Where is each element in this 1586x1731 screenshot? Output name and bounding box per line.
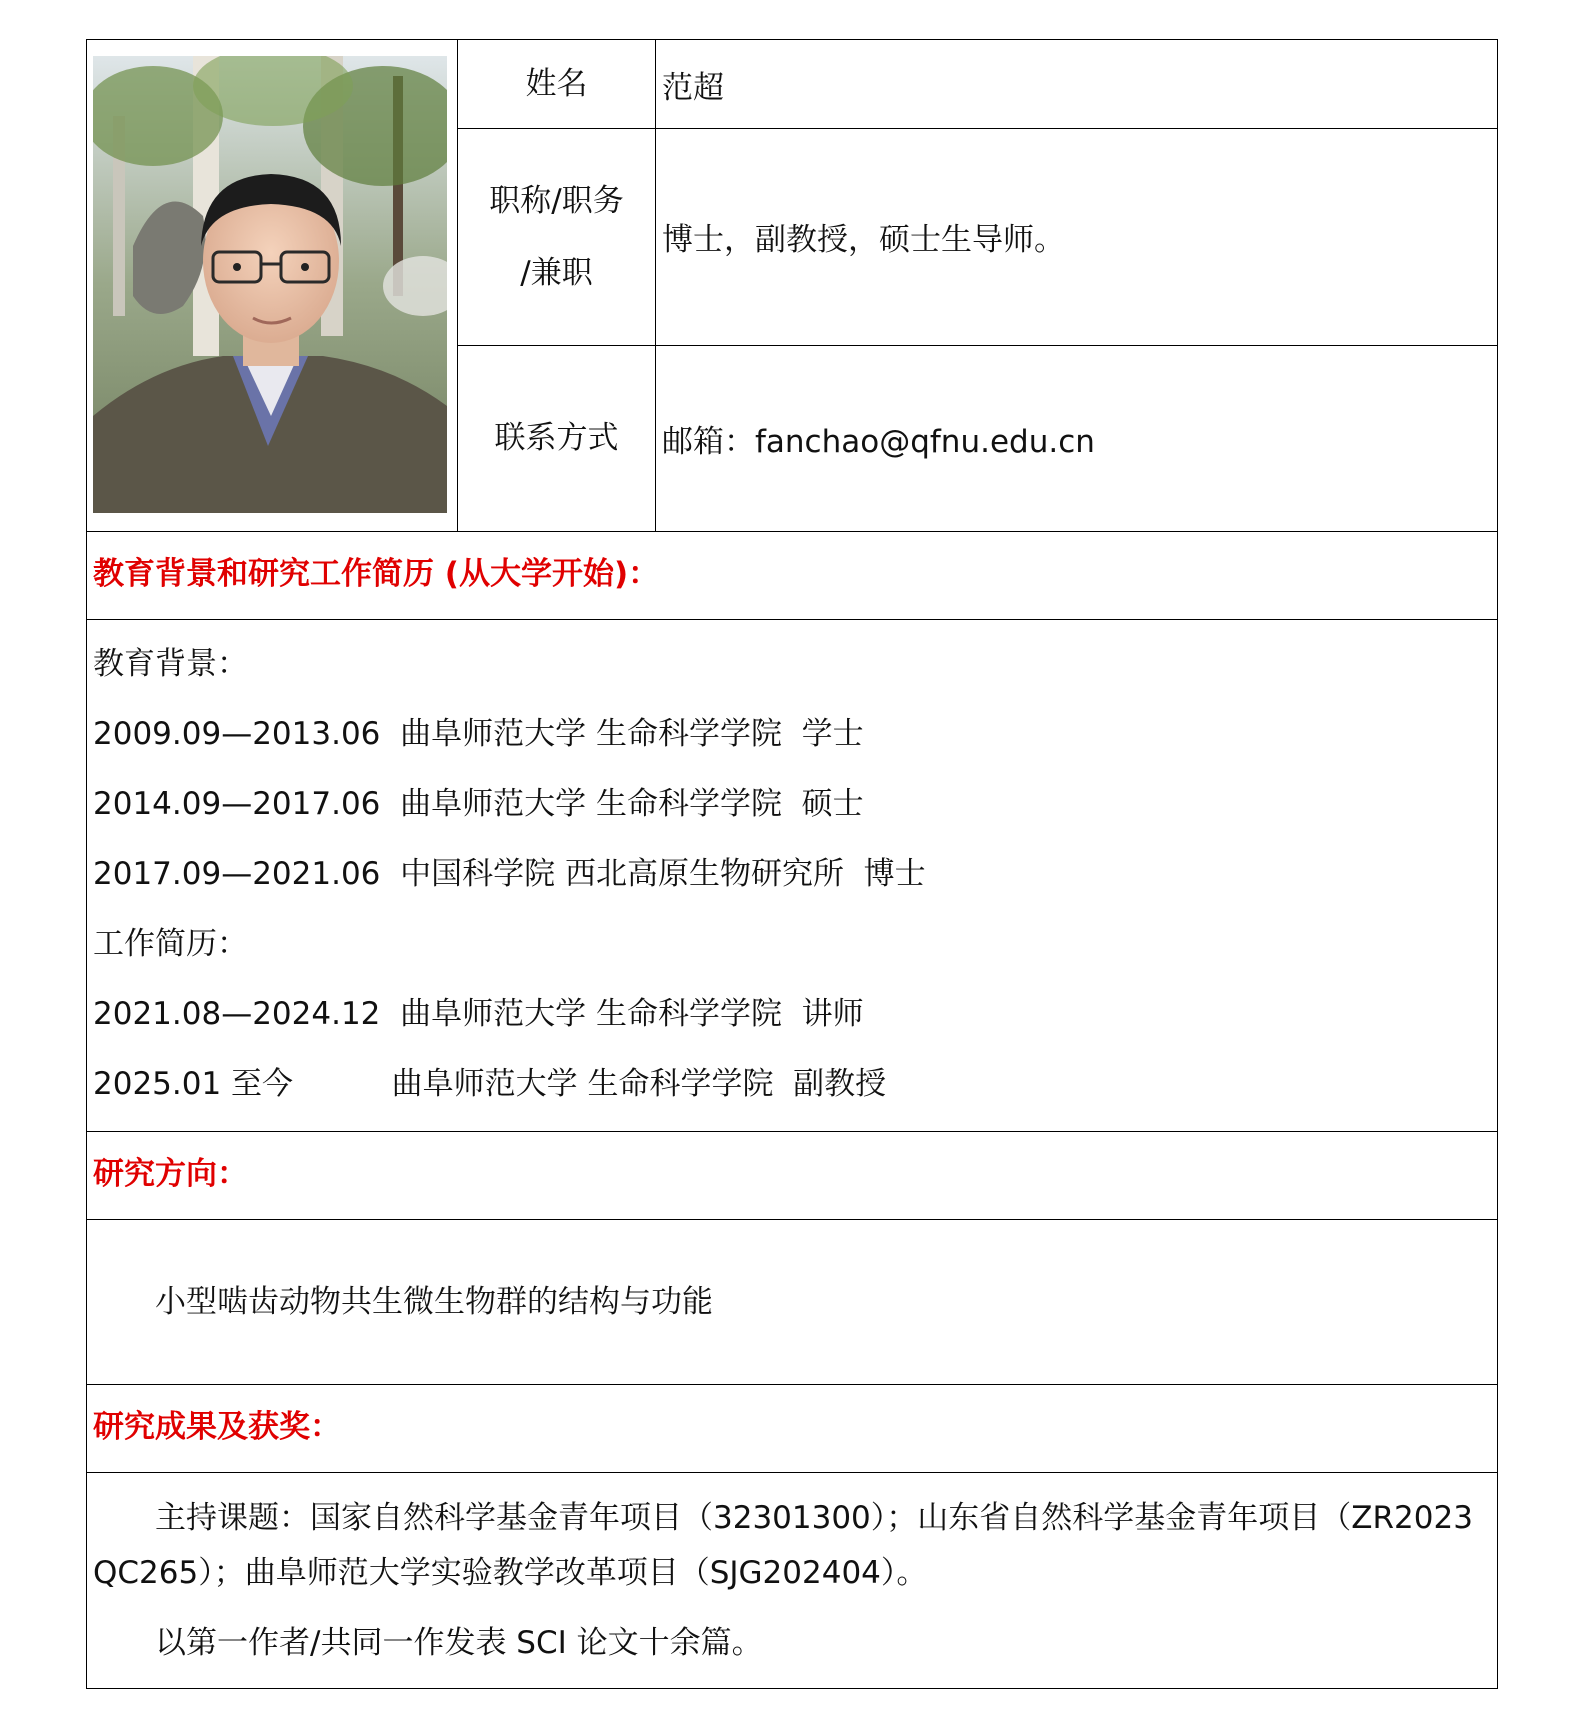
work-line: 2021.08—2024.12 曲阜师范大学 生命科学学院 讲师 — [93, 996, 864, 1032]
achievements-paragraph: 以第一作者/共同一作发表 SCI 论文十余篇。 — [155, 1625, 763, 1661]
achievements-content-row — [87, 1472, 1497, 1688]
research-content-row — [87, 1219, 1497, 1384]
contact-email-link[interactable]: 邮箱：fanchao@qfnu.edu.cn — [662, 423, 1095, 460]
contact-label — [458, 345, 655, 531]
profile-table — [86, 39, 1498, 1689]
work-line: 2025.01 至今 曲阜师范大学 生命科学学院 副教授 — [93, 1066, 887, 1102]
achievements-heading: 研究成果及获奖： — [93, 1409, 341, 1445]
contact-label-text: 联系方式 — [494, 420, 619, 456]
work-heading: 工作简历： — [93, 926, 248, 962]
name-label — [458, 40, 655, 128]
title-label-line1: 职称/职务 — [489, 182, 624, 219]
title-label-line2: /兼职 — [520, 254, 593, 291]
title-label — [458, 128, 655, 345]
edu-line: 2009.09—2013.06 曲阜师范大学 生命科学学院 学士 — [93, 716, 864, 752]
name-value-text: 范超 — [662, 69, 724, 106]
name-value — [656, 40, 1497, 128]
edu-heading: 教育背景： — [93, 646, 248, 682]
research-content: 小型啮齿动物共生微生物群的结构与功能 — [155, 1284, 713, 1320]
title-value-text: 博士，副教授，硕士生导师。 — [662, 222, 1065, 258]
edu-line: 2017.09—2021.06 中国科学院 西北高原生物研究所 博士 — [93, 856, 926, 892]
portrait-photo-graphic — [93, 56, 447, 513]
education-content-row — [87, 619, 1497, 1131]
education-heading-row — [87, 531, 1497, 619]
photo-cell — [87, 40, 457, 531]
contact-value — [656, 345, 1497, 531]
edu-line: 2014.09—2017.06 曲阜师范大学 生命科学学院 硕士 — [93, 786, 864, 822]
achievements-paragraph: 主持课题：国家自然科学基金青年项目（32301300）；山东省自然科学基金青年项目（ZR2023QC265）；曲阜师范大学实验教学改革项目（SJG202404）。 — [93, 1500, 1473, 1591]
research-heading: 研究方向： — [93, 1156, 248, 1192]
portrait-photo — [93, 56, 447, 513]
research-heading-row — [87, 1131, 1497, 1219]
name-label-text: 姓名 — [525, 66, 588, 102]
title-value — [656, 128, 1497, 345]
achievements-heading-row — [87, 1384, 1497, 1472]
education-heading: 教育背景和研究工作简历 (从大学开始)： — [93, 556, 660, 592]
